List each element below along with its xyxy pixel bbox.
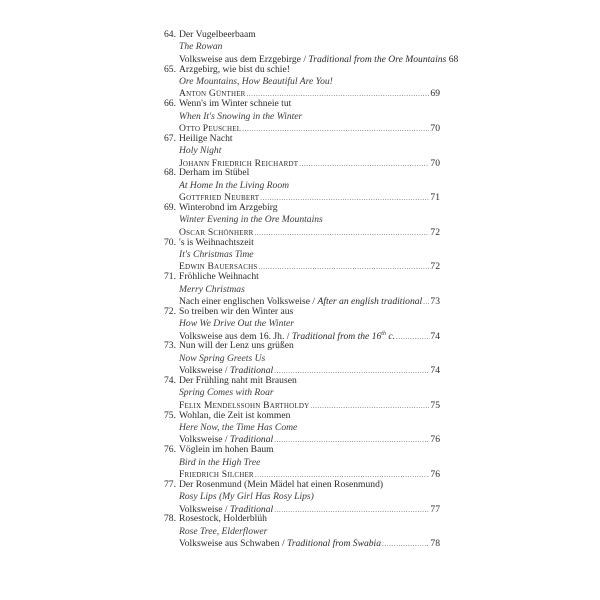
- page-number: 74: [430, 330, 440, 342]
- entry-credit-english: Traditional from the Ore Mountains: [308, 53, 447, 65]
- entry-credit: Volksweise: [179, 434, 223, 446]
- entry-number: 72.: [164, 305, 176, 317]
- entry-composer: Felix Mendelssohn Bartholdy: [179, 399, 310, 411]
- entry-credit-english: After an english traditional: [317, 295, 423, 307]
- page-number: 74: [430, 365, 440, 377]
- toc-entry: [164, 98, 440, 133]
- entry-title: Wohlan, die Zeit ist kommen: [179, 409, 291, 421]
- entry-title: Der Rosenmund (Mein Mädel hat einen Rosenmund): [179, 478, 384, 490]
- toc-entry: 72. So treiben wir den Winter aus How We Drive Out the Winter Volksweise aus dem 16. Jh. / Traditional from the 16th c. ..... 74: [164, 306, 440, 341]
- entry-credit: Nach einer englischen Volksweise: [179, 295, 310, 307]
- page-number: 70: [430, 157, 440, 169]
- entry-title: Wenn's im Winter schneie tut: [179, 98, 292, 110]
- page-number: 72: [430, 226, 440, 238]
- entry-english-title: How We Drive Out the Winter: [179, 318, 295, 330]
- entry-title: Rosestock, Holderblüh: [179, 513, 267, 525]
- entry-composer: Friedrich Silcher: [179, 468, 254, 480]
- entry-credit-english: Traditional: [230, 365, 274, 377]
- entry-english-title: When It's Snowing in the Winter: [179, 110, 303, 122]
- entry-english-title: Spring Comes with Roar: [179, 387, 274, 399]
- entry-english-title: Ore Mountains, How Beautiful Are You!: [179, 76, 333, 87]
- entry-credit-english: Traditional from the 16th c.: [291, 330, 396, 342]
- entry-number: 77.: [164, 478, 176, 490]
- entry-title: Der Vugelbeerbaam: [179, 29, 256, 40]
- page-number: 71: [430, 192, 440, 204]
- toc-entry: 73. Nun will der Lenz uns grüßen Now Spring Greets Us Volksweise / Traditional ..... 74: [164, 340, 440, 375]
- table-of-contents: [164, 29, 459, 550]
- toc-entry: 64. Der Vugelbeerbaam The Rowan Volksweise aus dem Erzgebirge / Traditional from the Ore Mountains 68: [164, 29, 459, 65]
- entry-composer: Gottfried Neubert: [179, 192, 260, 204]
- entry-english-title: It's Christmas Time: [179, 248, 254, 260]
- entry-number: 65.: [164, 63, 176, 75]
- entry-title: Arzgebirg, wie bist du schie!: [179, 63, 290, 75]
- entry-credit: Volksweise aus Schwaben: [179, 538, 280, 550]
- entry-english-title: Rosy Lips (My Girl Has Rosy Lips): [179, 491, 314, 503]
- entry-number: 78.: [164, 513, 176, 525]
- entry-credit-english: Traditional: [230, 434, 274, 446]
- toc-entry: 71. Fröhliche Weihnacht Merry Christmas Nach einer englischen Volksweise / After an english traditional ..... 73: [164, 271, 440, 306]
- entry-credit: Volksweise aus dem Erzgebirge: [179, 53, 301, 65]
- entry-english-title: Now Spring Greets Us: [179, 352, 266, 364]
- toc-entry: 75. Wohlan, die Zeit ist kommen Here Now, the Time Has Come Volksweise / Traditional ..... 76: [164, 410, 440, 445]
- page-number: 73: [430, 295, 440, 307]
- page-number: 72: [430, 261, 440, 273]
- page-number: 69: [430, 88, 440, 100]
- entry-english-title: At Home In the Living Room: [179, 179, 290, 191]
- entry-number: 75.: [164, 409, 176, 421]
- toc-entry: [164, 167, 440, 202]
- entry-composer: Anton Günther: [179, 88, 246, 100]
- entry-english-title: The Rowan: [179, 41, 223, 53]
- page-number: 76: [430, 434, 440, 446]
- page-number: 76: [430, 468, 440, 480]
- entry-number: 66.: [164, 98, 176, 110]
- entry-number: 73.: [164, 340, 176, 352]
- entry-english-title: Merry Christmas: [179, 283, 245, 295]
- entry-title: Nun will der Lenz uns grüßen: [179, 340, 294, 352]
- entry-title: So treiben wir den Winter aus: [179, 305, 294, 317]
- toc-entry: 78. Rosestock, Holderblüh Rose Tree, Elderflower Volksweise aus Schwaben / Traditional from Swabia ..... 78: [164, 513, 440, 548]
- entry-title: Derham im Stübel: [179, 167, 250, 179]
- entry-title: 's is Weihnachtszeit: [179, 236, 254, 248]
- entry-composer: Edwin Bauersachs: [179, 261, 258, 273]
- toc-entry: [164, 64, 440, 99]
- page-number: 78: [430, 538, 440, 550]
- entry-title: Fröhliche Weihnacht: [179, 271, 259, 283]
- entry-english-title: Bird in the High Tree: [179, 456, 261, 468]
- toc-entry: [164, 375, 440, 410]
- page-number: 68: [448, 53, 459, 65]
- dot-leader: [382, 538, 429, 550]
- entry-english-title: Winter Evening in the Ore Mountains: [179, 214, 323, 226]
- page-number: 70: [430, 123, 440, 134]
- entry-composer: Johann Friedrich Reichardt: [179, 157, 299, 169]
- entry-number: 64.: [164, 29, 176, 40]
- toc-entry: [164, 202, 440, 237]
- entry-credit-english: Traditional from Swabia: [287, 538, 382, 550]
- entry-credit-english: Traditional: [230, 503, 274, 515]
- entry-number: 69.: [164, 201, 176, 213]
- entry-credit: Volksweise aus dem 16. Jh.: [179, 330, 285, 342]
- entry-english-title: Here Now, the Time Has Come: [179, 421, 298, 433]
- toc-entry: [164, 444, 440, 479]
- entry-number: 74.: [164, 374, 176, 386]
- entry-credit: Volksweise: [179, 365, 223, 377]
- entry-number: 76.: [164, 444, 176, 456]
- entry-title: Winterobnd im Arzgebirg: [179, 201, 278, 213]
- entry-credit: Volksweise: [179, 503, 223, 515]
- entry-english-title: Rose Tree, Elderflower: [179, 525, 268, 537]
- entry-composer: Otto Peuschel: [179, 123, 242, 134]
- toc-entry: [164, 133, 440, 168]
- entry-english-title: Holy Night: [179, 145, 222, 157]
- entry-composer: Oscar Schönherr: [179, 226, 254, 238]
- entry-title: Der Frühling naht mit Brausen: [179, 374, 297, 386]
- toc-entry: 77. Der Rosenmund (Mein Mädel hat einen Rosenmund) Rosy Lips (My Girl Has Rosy Lips) Volksweise / Traditional ..... 77: [164, 479, 440, 514]
- entry-number: 71.: [164, 271, 176, 283]
- page-number: 77: [430, 503, 440, 515]
- toc-entry: [164, 237, 440, 272]
- entry-number: 70.: [164, 236, 176, 248]
- entry-number: 68.: [164, 167, 176, 179]
- entry-title: Heilige Nacht: [179, 132, 233, 144]
- entry-number: 67.: [164, 132, 176, 144]
- page-number: 75: [430, 399, 440, 411]
- entry-title: Vöglein im hohen Baum: [179, 444, 274, 456]
